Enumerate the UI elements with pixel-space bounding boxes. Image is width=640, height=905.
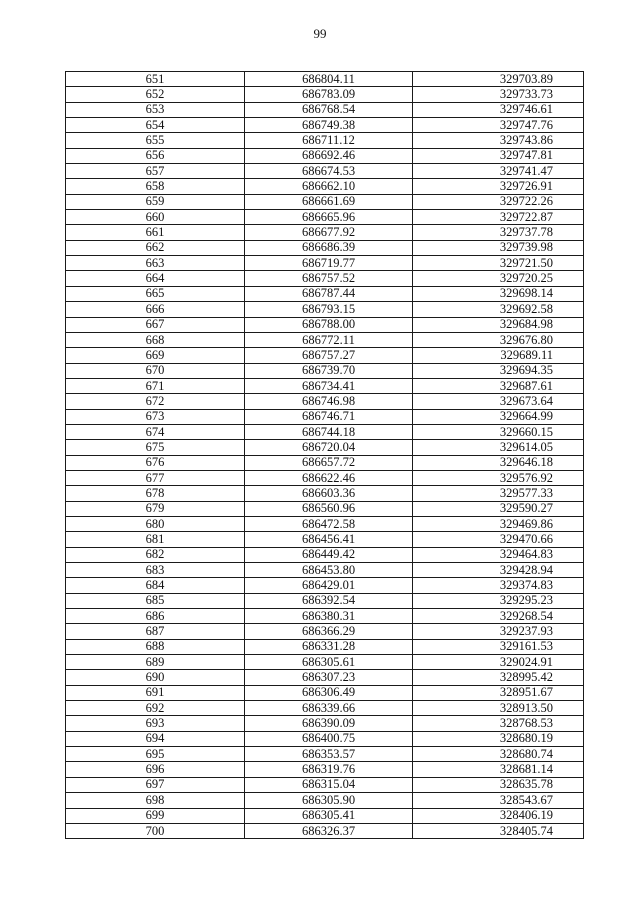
table-row xyxy=(66,148,584,163)
x-coordinate-cell: 686331.28 xyxy=(245,639,413,654)
point-number-cell: 658 xyxy=(66,179,245,194)
point-number-cell: 683 xyxy=(66,563,245,578)
point-number-cell: 676 xyxy=(66,455,245,470)
x-coordinate-cell: 686749.38 xyxy=(245,118,413,133)
x-coordinate-cell: 686739.70 xyxy=(245,363,413,378)
point-number-cell: 668 xyxy=(66,332,245,347)
x-coordinate-cell: 686429.01 xyxy=(245,578,413,593)
table-row xyxy=(66,808,584,823)
point-number-cell: 673 xyxy=(66,409,245,424)
x-coordinate-cell: 686757.52 xyxy=(245,271,413,286)
point-number-cell: 669 xyxy=(66,348,245,363)
point-number-cell: 651 xyxy=(66,72,245,87)
table-row xyxy=(66,179,584,194)
table-row xyxy=(66,593,584,608)
x-coordinate-cell: 686380.31 xyxy=(245,609,413,624)
y-coordinate-cell: 329694.35 xyxy=(413,363,584,378)
x-coordinate-cell: 686772.11 xyxy=(245,332,413,347)
point-number-cell: 661 xyxy=(66,225,245,240)
point-number-cell: 687 xyxy=(66,624,245,639)
x-coordinate-cell: 686677.92 xyxy=(245,225,413,240)
y-coordinate-cell: 329684.98 xyxy=(413,317,584,332)
x-coordinate-cell: 686657.72 xyxy=(245,455,413,470)
point-number-cell: 657 xyxy=(66,164,245,179)
table-row xyxy=(66,302,584,317)
y-coordinate-cell: 329741.47 xyxy=(413,164,584,179)
y-coordinate-cell: 329660.15 xyxy=(413,424,584,439)
y-coordinate-cell: 329374.83 xyxy=(413,578,584,593)
y-coordinate-cell: 329698.14 xyxy=(413,286,584,301)
table-row xyxy=(66,455,584,470)
x-coordinate-cell: 686711.12 xyxy=(245,133,413,148)
y-coordinate-cell: 329470.66 xyxy=(413,532,584,547)
table-row xyxy=(66,547,584,562)
table-row xyxy=(66,133,584,148)
y-coordinate-cell: 328681.14 xyxy=(413,762,584,777)
y-coordinate-cell: 329237.93 xyxy=(413,624,584,639)
table-row xyxy=(66,685,584,700)
y-coordinate-cell: 329646.18 xyxy=(413,455,584,470)
table-row xyxy=(66,87,584,102)
point-number-cell: 672 xyxy=(66,394,245,409)
point-number-cell: 700 xyxy=(66,823,245,838)
table-row xyxy=(66,655,584,670)
y-coordinate-cell: 329703.89 xyxy=(413,72,584,87)
x-coordinate-cell: 686744.18 xyxy=(245,424,413,439)
y-coordinate-cell: 329692.58 xyxy=(413,302,584,317)
table-row xyxy=(66,194,584,209)
coordinates-table-body xyxy=(66,72,584,839)
point-number-cell: 690 xyxy=(66,670,245,685)
y-coordinate-cell: 329689.11 xyxy=(413,348,584,363)
point-number-cell: 670 xyxy=(66,363,245,378)
table-row xyxy=(66,332,584,347)
point-number-cell: 698 xyxy=(66,793,245,808)
x-coordinate-cell: 686793.15 xyxy=(245,302,413,317)
point-number-cell: 655 xyxy=(66,133,245,148)
point-number-cell: 675 xyxy=(66,440,245,455)
x-coordinate-cell: 686662.10 xyxy=(245,179,413,194)
y-coordinate-cell: 329161.53 xyxy=(413,639,584,654)
table-row xyxy=(66,286,584,301)
y-coordinate-cell: 329428.94 xyxy=(413,563,584,578)
table-row xyxy=(66,609,584,624)
table-row xyxy=(66,716,584,731)
point-number-cell: 686 xyxy=(66,609,245,624)
point-number-cell: 680 xyxy=(66,516,245,531)
y-coordinate-cell: 329746.61 xyxy=(413,102,584,117)
x-coordinate-cell: 686686.39 xyxy=(245,240,413,255)
x-coordinate-cell: 686560.96 xyxy=(245,501,413,516)
table-row xyxy=(66,731,584,746)
table-row xyxy=(66,486,584,501)
x-coordinate-cell: 686719.77 xyxy=(245,256,413,271)
table-row xyxy=(66,363,584,378)
table-row xyxy=(66,516,584,531)
y-coordinate-cell: 329614.05 xyxy=(413,440,584,455)
point-number-cell: 685 xyxy=(66,593,245,608)
x-coordinate-cell: 686305.61 xyxy=(245,655,413,670)
point-number-cell: 671 xyxy=(66,378,245,393)
y-coordinate-cell: 329664.99 xyxy=(413,409,584,424)
x-coordinate-cell: 686319.76 xyxy=(245,762,413,777)
table-row xyxy=(66,118,584,133)
y-coordinate-cell: 329576.92 xyxy=(413,470,584,485)
y-coordinate-cell: 329737.78 xyxy=(413,225,584,240)
table-row xyxy=(66,271,584,286)
y-coordinate-cell: 328635.78 xyxy=(413,777,584,792)
point-number-cell: 693 xyxy=(66,716,245,731)
y-coordinate-cell: 329747.76 xyxy=(413,118,584,133)
x-coordinate-cell: 686472.58 xyxy=(245,516,413,531)
y-coordinate-cell: 329733.73 xyxy=(413,87,584,102)
x-coordinate-cell: 686306.49 xyxy=(245,685,413,700)
x-coordinate-cell: 686674.53 xyxy=(245,164,413,179)
point-number-cell: 664 xyxy=(66,271,245,286)
x-coordinate-cell: 686692.46 xyxy=(245,148,413,163)
point-number-cell: 679 xyxy=(66,501,245,516)
table-row xyxy=(66,240,584,255)
table-row xyxy=(66,823,584,838)
table-row xyxy=(66,409,584,424)
point-number-cell: 694 xyxy=(66,731,245,746)
x-coordinate-cell: 686392.54 xyxy=(245,593,413,608)
coordinates-table xyxy=(65,71,584,839)
point-number-cell: 678 xyxy=(66,486,245,501)
x-coordinate-cell: 686305.41 xyxy=(245,808,413,823)
x-coordinate-cell: 686720.04 xyxy=(245,440,413,455)
point-number-cell: 662 xyxy=(66,240,245,255)
table-row xyxy=(66,256,584,271)
y-coordinate-cell: 328406.19 xyxy=(413,808,584,823)
point-number-cell: 663 xyxy=(66,256,245,271)
table-row xyxy=(66,440,584,455)
point-number-cell: 665 xyxy=(66,286,245,301)
y-coordinate-cell: 329720.25 xyxy=(413,271,584,286)
table-row xyxy=(66,378,584,393)
x-coordinate-cell: 686305.90 xyxy=(245,793,413,808)
table-row xyxy=(66,563,584,578)
x-coordinate-cell: 686366.29 xyxy=(245,624,413,639)
point-number-cell: 697 xyxy=(66,777,245,792)
y-coordinate-cell: 329743.86 xyxy=(413,133,584,148)
x-coordinate-cell: 686339.66 xyxy=(245,701,413,716)
x-coordinate-cell: 686746.98 xyxy=(245,394,413,409)
y-coordinate-cell: 328768.53 xyxy=(413,716,584,731)
x-coordinate-cell: 686315.04 xyxy=(245,777,413,792)
y-coordinate-cell: 329722.87 xyxy=(413,210,584,225)
y-coordinate-cell: 328680.19 xyxy=(413,731,584,746)
table-row xyxy=(66,670,584,685)
x-coordinate-cell: 686746.71 xyxy=(245,409,413,424)
x-coordinate-cell: 686783.09 xyxy=(245,87,413,102)
point-number-cell: 696 xyxy=(66,762,245,777)
y-coordinate-cell: 329747.81 xyxy=(413,148,584,163)
point-number-cell: 656 xyxy=(66,148,245,163)
point-number-cell: 695 xyxy=(66,747,245,762)
point-number-cell: 682 xyxy=(66,547,245,562)
table-row xyxy=(66,793,584,808)
table-row xyxy=(66,317,584,332)
x-coordinate-cell: 686768.54 xyxy=(245,102,413,117)
x-coordinate-cell: 686734.41 xyxy=(245,378,413,393)
table-row xyxy=(66,225,584,240)
y-coordinate-cell: 329673.64 xyxy=(413,394,584,409)
x-coordinate-cell: 686665.96 xyxy=(245,210,413,225)
y-coordinate-cell: 329722.26 xyxy=(413,194,584,209)
table-row xyxy=(66,578,584,593)
x-coordinate-cell: 686453.80 xyxy=(245,563,413,578)
y-coordinate-cell: 329469.86 xyxy=(413,516,584,531)
y-coordinate-cell: 329721.50 xyxy=(413,256,584,271)
point-number-cell: 681 xyxy=(66,532,245,547)
table-row xyxy=(66,532,584,547)
y-coordinate-cell: 329024.91 xyxy=(413,655,584,670)
table-row xyxy=(66,348,584,363)
table-row xyxy=(66,470,584,485)
table-row xyxy=(66,624,584,639)
x-coordinate-cell: 686400.75 xyxy=(245,731,413,746)
point-number-cell: 667 xyxy=(66,317,245,332)
x-coordinate-cell: 686390.09 xyxy=(245,716,413,731)
point-number-cell: 677 xyxy=(66,470,245,485)
point-number-cell: 666 xyxy=(66,302,245,317)
point-number-cell: 659 xyxy=(66,194,245,209)
y-coordinate-cell: 328543.67 xyxy=(413,793,584,808)
point-number-cell: 684 xyxy=(66,578,245,593)
x-coordinate-cell: 686456.41 xyxy=(245,532,413,547)
x-coordinate-cell: 686353.57 xyxy=(245,747,413,762)
x-coordinate-cell: 686757.27 xyxy=(245,348,413,363)
y-coordinate-cell: 329464.83 xyxy=(413,547,584,562)
table-row xyxy=(66,394,584,409)
table-row xyxy=(66,72,584,87)
point-number-cell: 653 xyxy=(66,102,245,117)
point-number-cell: 688 xyxy=(66,639,245,654)
table-row xyxy=(66,424,584,439)
y-coordinate-cell: 329268.54 xyxy=(413,609,584,624)
x-coordinate-cell: 686326.37 xyxy=(245,823,413,838)
x-coordinate-cell: 686307.23 xyxy=(245,670,413,685)
x-coordinate-cell: 686804.11 xyxy=(245,72,413,87)
table-row xyxy=(66,164,584,179)
point-number-cell: 652 xyxy=(66,87,245,102)
table-row xyxy=(66,701,584,716)
x-coordinate-cell: 686661.69 xyxy=(245,194,413,209)
table-row xyxy=(66,762,584,777)
y-coordinate-cell: 328995.42 xyxy=(413,670,584,685)
table-row xyxy=(66,747,584,762)
point-number-cell: 699 xyxy=(66,808,245,823)
x-coordinate-cell: 686449.42 xyxy=(245,547,413,562)
point-number-cell: 691 xyxy=(66,685,245,700)
x-coordinate-cell: 686622.46 xyxy=(245,470,413,485)
point-number-cell: 689 xyxy=(66,655,245,670)
table-row xyxy=(66,102,584,117)
table-row xyxy=(66,501,584,516)
y-coordinate-cell: 329295.23 xyxy=(413,593,584,608)
x-coordinate-cell: 686787.44 xyxy=(245,286,413,301)
point-number-cell: 654 xyxy=(66,118,245,133)
x-coordinate-cell: 686603.36 xyxy=(245,486,413,501)
table-row xyxy=(66,210,584,225)
y-coordinate-cell: 329739.98 xyxy=(413,240,584,255)
x-coordinate-cell: 686788.00 xyxy=(245,317,413,332)
y-coordinate-cell: 329590.27 xyxy=(413,501,584,516)
y-coordinate-cell: 329687.61 xyxy=(413,378,584,393)
y-coordinate-cell: 329676.80 xyxy=(413,332,584,347)
y-coordinate-cell: 328405.74 xyxy=(413,823,584,838)
table-row xyxy=(66,639,584,654)
y-coordinate-cell: 328951.67 xyxy=(413,685,584,700)
y-coordinate-cell: 329726.91 xyxy=(413,179,584,194)
y-coordinate-cell: 328913.50 xyxy=(413,701,584,716)
point-number-cell: 674 xyxy=(66,424,245,439)
y-coordinate-cell: 329577.33 xyxy=(413,486,584,501)
table-row xyxy=(66,777,584,792)
page-number: 99 xyxy=(313,26,327,41)
y-coordinate-cell: 328680.74 xyxy=(413,747,584,762)
point-number-cell: 660 xyxy=(66,210,245,225)
point-number-cell: 692 xyxy=(66,701,245,716)
